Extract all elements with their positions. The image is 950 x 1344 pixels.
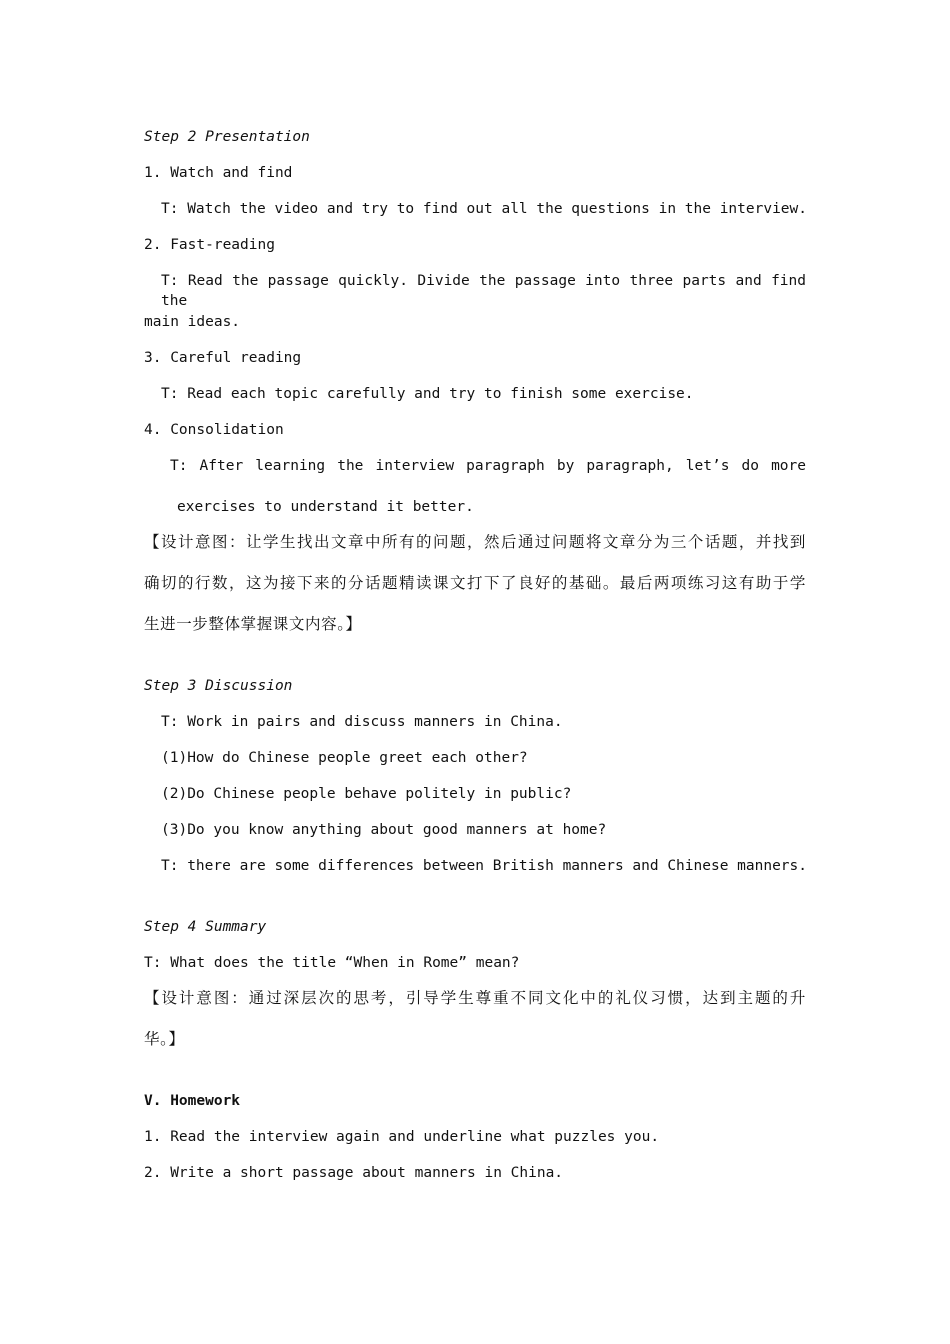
step2-item2-text-line1: T: Read the passage quickly. Divide the passage into three parts and find the [161,273,806,309]
step3-question-1: (1)How do Chinese people greet each other? [161,750,528,766]
homework-item-1: 1. Read the interview again and underline what puzzles you. [144,1129,660,1145]
step4-design-note-line1: 【设计意图：通过深层次的思考，引导学生尊重不同文化中的礼仪习惯，达到主题的升 [144,989,806,1007]
step3-intro: T: Work in pairs and discuss manners in China. [161,714,563,730]
step2-item4-text-line1: T: After learning the interview paragraph by paragraph, let’s do more [170,458,806,474]
step3-closing: T: there are some differences between British manners and Chinese manners. [161,858,808,874]
homework-item-2: 2. Write a short passage about manners in China. [144,1165,564,1181]
step2-item1-text: T: Watch the video and try to find out all the questions in the interview. [161,201,808,217]
step4-heading: Step 4 Summary [144,919,267,935]
step2-item2-text-line2: main ideas. [144,314,241,330]
homework-heading: V. Homework [144,1093,241,1109]
step2-item3-text: T: Read each topic carefully and try to finish some exercise. [161,386,694,402]
step2-design-note-line3: 生进一步整体掌握课文内容。】 [144,615,362,633]
step2-item3-title: 3. Careful reading [144,350,302,366]
step4-question: T: What does the title “When in Rome” mean? [144,955,520,971]
step2-item4-text-line2: exercises to understand it better. [177,499,474,515]
step2-item1-title: 1. Watch and find [144,165,293,181]
step2-design-note-line2: 确切的行数，这为接下来的分话题精读课文打下了良好的基础。最后两项练习这有助于学 [144,574,806,592]
step2-item2-title: 2. Fast-reading [144,237,275,253]
step3-heading: Step 3 Discussion [144,678,293,694]
step3-question-3: (3)Do you know anything about good manners at home? [161,822,607,838]
step2-item4-title: 4. Consolidation [144,422,284,438]
step3-question-2: (2)Do Chinese people behave politely in public? [161,786,572,802]
step2-design-note-line1: 【设计意图：让学生找出文章中所有的问题，然后通过问题将文章分为三个话题，并找到 [144,533,806,551]
step2-heading: Step 2 Presentation [144,129,310,145]
step4-design-note-line2: 华。】 [144,1030,185,1048]
